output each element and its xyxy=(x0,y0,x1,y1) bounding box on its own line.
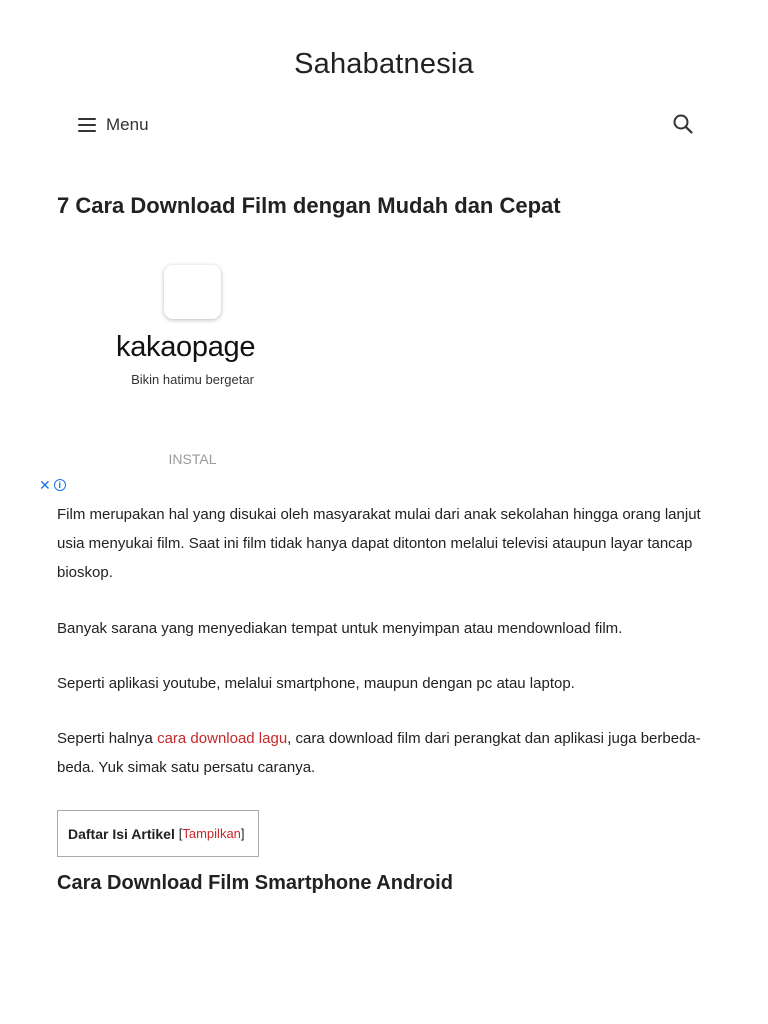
article-paragraph xyxy=(57,724,717,782)
search-icon xyxy=(672,113,694,135)
search-button[interactable] xyxy=(672,113,694,135)
article-paragraph: Film merupakan hal yang disukai oleh masyarakat mulai dari anak sekolahan hingga orang lanjut usia menyukai film. Saat ini film tidak hanya dapat ditonton melalui televisi ataupun layar tancap bioskop. xyxy=(57,506,701,581)
site-title[interactable]: Sahabatnesia xyxy=(294,48,474,80)
section-heading: Cara Download Film Smartphone Android xyxy=(57,872,453,894)
hamburger-icon xyxy=(78,118,96,132)
cara-download-lagu-link[interactable]: cara download lagu xyxy=(157,730,288,747)
article-paragraph: Banyak sarana yang menyediakan tempat untuk menyimpan atau mendownload film. xyxy=(57,620,623,637)
toc-toggle-link[interactable]: Tampilkan xyxy=(182,826,241,841)
ad-install-button[interactable]: INSTAL xyxy=(168,451,217,467)
article-paragraph: Seperti aplikasi youtube, melalui smartphone, maupun dengan pc atau laptop. xyxy=(57,675,575,692)
toc-bracket-close: ] xyxy=(240,826,245,841)
app-icon[interactable] xyxy=(164,265,221,319)
menu-label: Menu xyxy=(106,115,149,134)
menu-button[interactable] xyxy=(78,112,149,138)
ad-brand-name[interactable]: kakaopage xyxy=(116,331,256,363)
app-install-ad[interactable] xyxy=(110,258,275,473)
paragraph-text: Seperti halnya xyxy=(57,730,158,747)
ad-tagline: Bikin hatimu bergetar xyxy=(131,372,254,387)
ad-controls xyxy=(39,478,66,492)
ad-close-icon[interactable]: ✕ xyxy=(39,477,51,493)
ad-info-icon[interactable]: i xyxy=(54,479,66,491)
toc-title: Daftar Isi Artikel xyxy=(68,825,175,842)
table-of-contents xyxy=(57,810,259,857)
post-title: 7 Cara Download Film dengan Mudah dan Cepat xyxy=(57,193,561,218)
paragraph-text: , cara download film dari perangkat dan aplikasi juga berbeda-beda. Yuk simak satu persatu caranya. xyxy=(57,730,701,776)
toc-bracket-open: [ xyxy=(178,826,183,841)
